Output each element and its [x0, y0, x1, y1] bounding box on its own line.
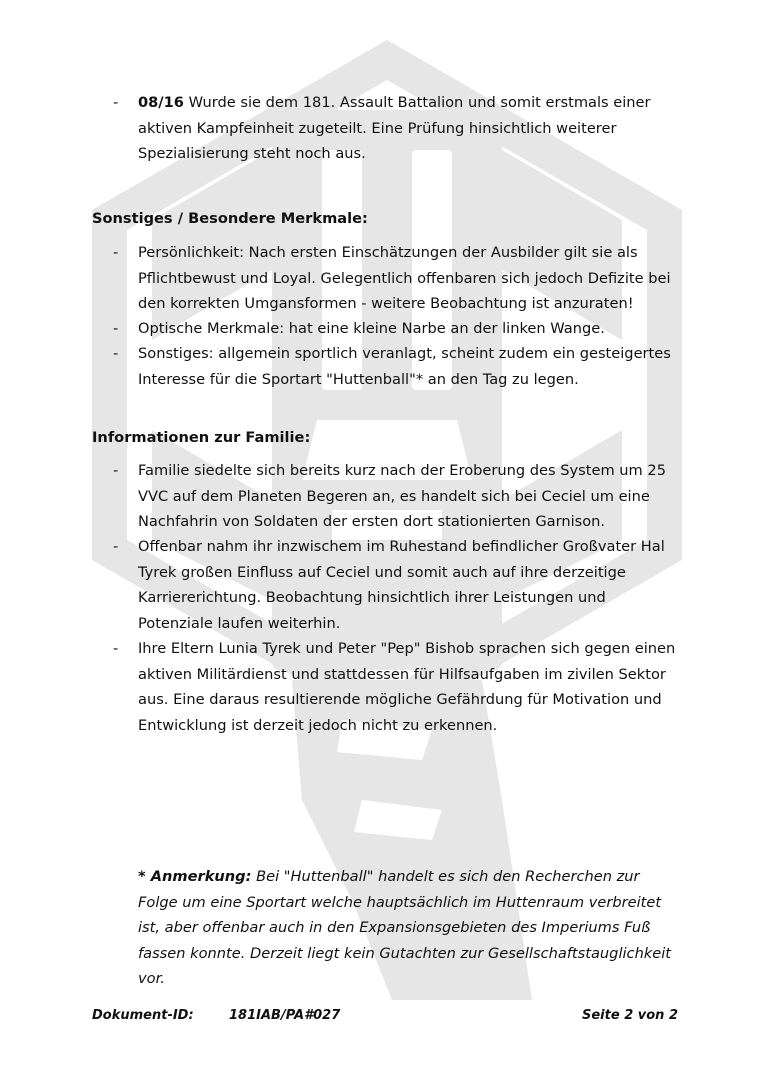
bullet-marker: - — [113, 244, 119, 261]
bullet-marker: - — [113, 538, 119, 555]
bullet-marker: - — [113, 94, 119, 111]
list-item — [113, 316, 683, 342]
entry-date: 08/16 — [138, 94, 184, 111]
footer-page-number: Seite 2 von 2 — [582, 1008, 678, 1023]
footnote-text: Bei "Huttenball" handelt es sich den Recherchen zur Folge um eine Sportart welche hauptsächlich im Huttenraum verbreitet ist, aber offenbar auch in den Expansionsgebieten des Imperiums Fuß fassen konnte. Derzeit liegt kein Gutachten zur Gesellschaftstauglichkeit vor. — [138, 868, 672, 987]
bullet-marker: - — [113, 320, 119, 337]
entry-text: Ihre Eltern Lunia Tyrek und Peter "Pep" Bishob sprachen sich gegen einen aktiven Militärdienst und stattdessen für Hilfsaufgaben im zivilen Sektor aus. Eine daraus resultierende mögliche Gefährdung für Motivation und Entwicklung ist derzeit jedoch nicht zu erkennen. — [138, 640, 676, 734]
bullet-marker: - — [113, 345, 119, 362]
section-heading-misc: Sonstiges / Besondere Merkmale: — [92, 210, 368, 227]
list-item — [113, 341, 683, 392]
footnote-label: * Anmerkung: — [138, 868, 252, 885]
list-item — [113, 90, 683, 167]
bullet-marker: - — [113, 462, 119, 479]
footer-doc-id-value: 181IAB/PA#027 — [229, 1008, 341, 1023]
entry-text: Wurde sie dem 181. Assault Battalion und somit erstmals einer aktiven Kampfeinheit zugeteilt. Eine Prüfung hinsichtlich weiterer Spezialisierung steht noch aus. — [138, 94, 651, 162]
list-item — [113, 458, 683, 535]
list-item — [113, 534, 683, 636]
footer-doc-id-label: Dokument-ID: — [92, 1008, 194, 1023]
entry-text: Persönlichkeit: Nach ersten Einschätzungen der Ausbilder gilt sie als Pflichtbewust und Loyal. Gelegentlich offenbaren sich jedoch Defizite bei den korrekten Umgansformen - weitere Beobachtung ist anzuraten! — [138, 244, 671, 312]
entry-text: Familie siedelte sich bereits kurz nach der Eroberung des System um 25 VVC auf dem Planeten Begeren an, es handelt sich bei Ceciel um eine Nachfahrin von Soldaten der ersten dort stationierten Garnison. — [138, 462, 666, 530]
section-heading-family: Informationen zur Familie: — [92, 429, 311, 446]
list-item — [113, 240, 683, 317]
list-item — [113, 636, 683, 738]
entry-text: Optische Merkmale: hat eine kleine Narbe an der linken Wange. — [138, 320, 605, 337]
bullet-marker: - — [113, 640, 119, 657]
footnote — [138, 864, 683, 992]
entry-text: Sonstiges: allgemein sportlich veranlagt, scheint zudem ein gesteigertes Interesse für die Sportart "Huttenball"* an den Tag zu legen. — [138, 345, 671, 388]
entry-text: Offenbar nahm ihr inzwischem im Ruhestand befindlicher Großvater Hal Tyrek großen Einfluss auf Ceciel und somit auch auf ihre derzeitige Karriererichtung. Beobachtung hinsichtlich ihrer Leistungen und Potenziale laufen weiterhin. — [138, 538, 665, 632]
